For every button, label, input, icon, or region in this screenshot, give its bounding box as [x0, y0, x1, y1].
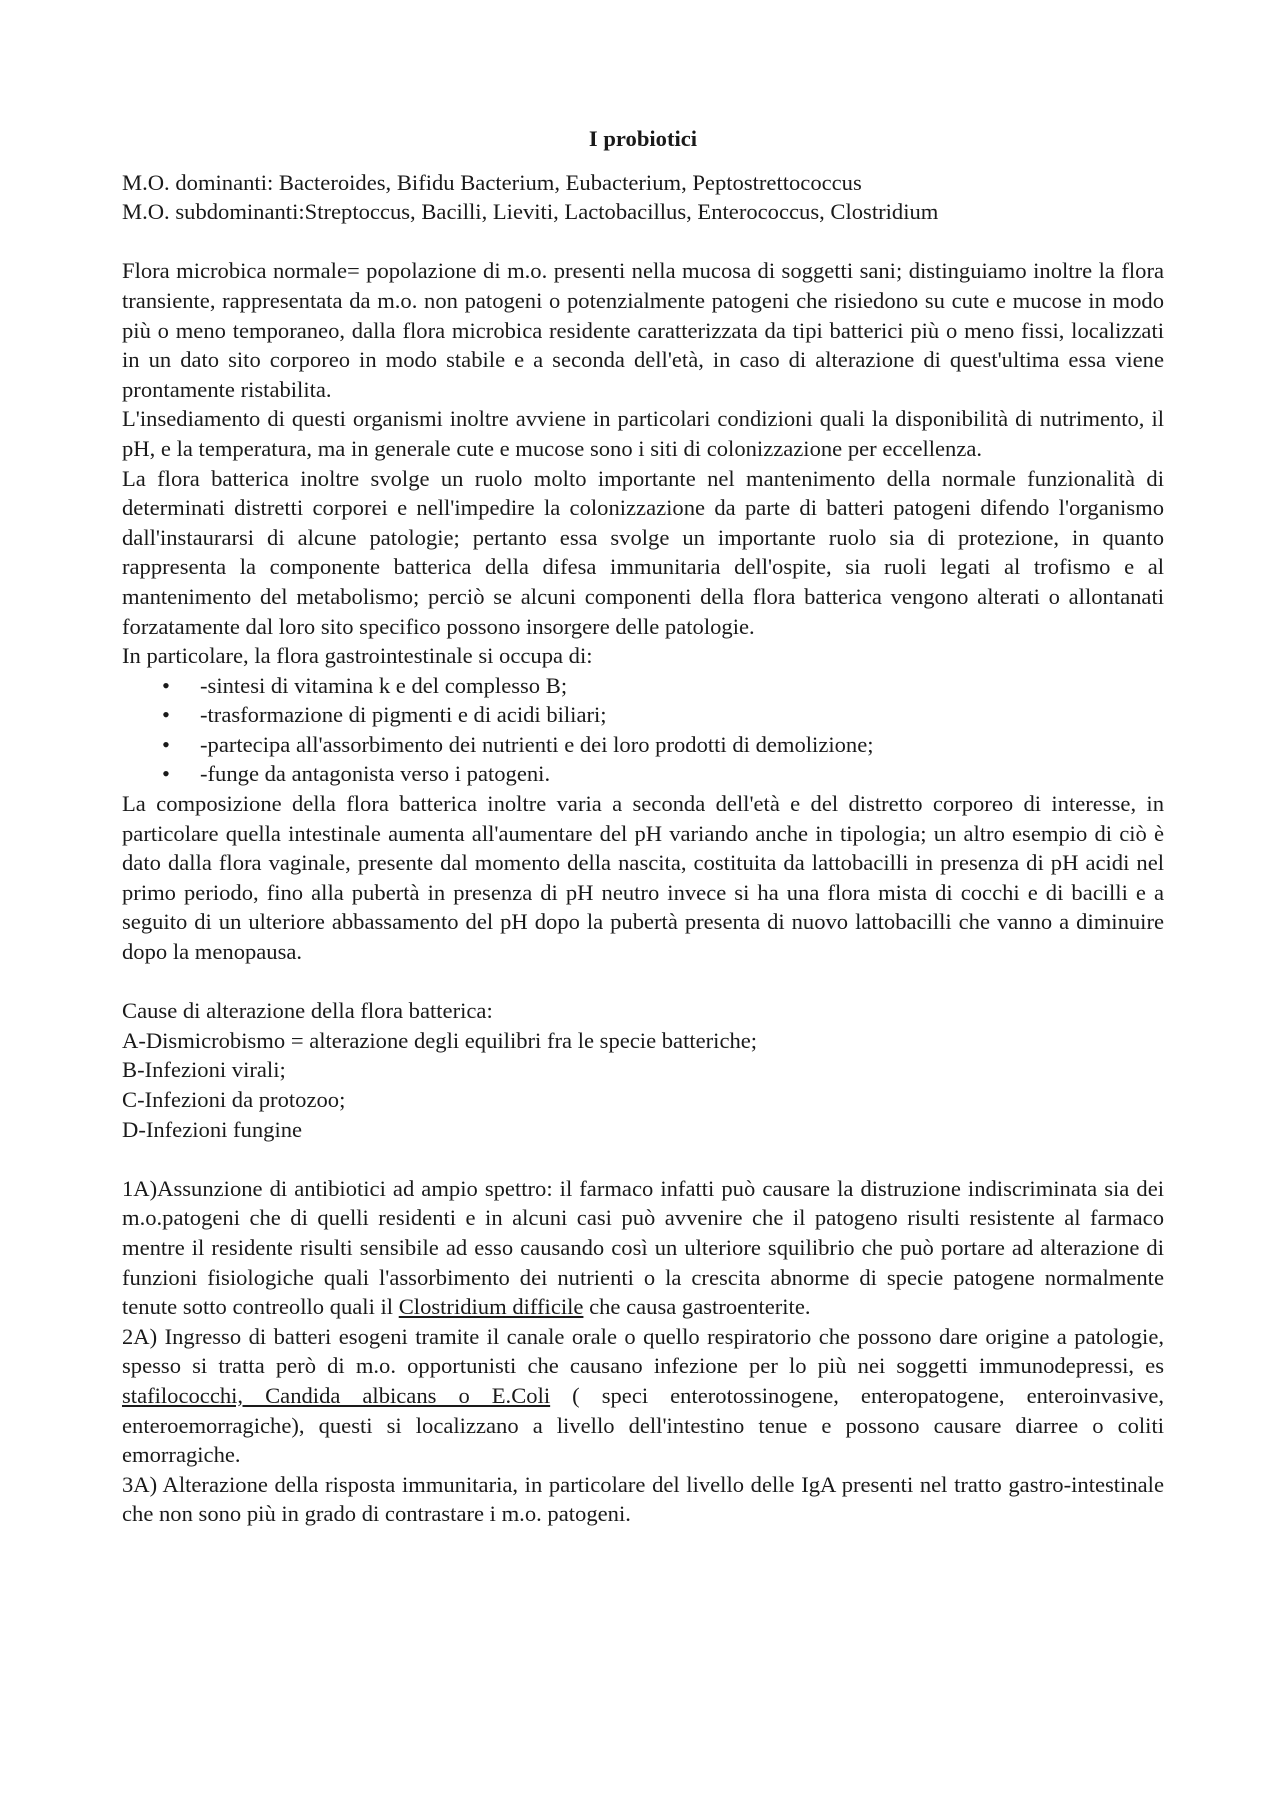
- cause-item: B-Infezioni virali;: [122, 1057, 286, 1083]
- list-item: [122, 730, 1164, 760]
- list-item-text: -funge da antagonista verso i patogeni.: [200, 761, 551, 787]
- document-title: I probiotici: [588, 126, 698, 151]
- paragraph-2a-tail: ( speci enterotossinogene, enteropatogene, enteroinvasive, enteroemorragiche), questi si localizzano a livello dell'intestino tenue e possono causare diarree o coliti emorragiche.: [122, 1382, 1164, 1468]
- cause-item: A-Dismicrobismo = alterazione degli equilibri fra le specie batteriche;: [122, 1027, 758, 1053]
- bullet-icon: •: [162, 761, 170, 787]
- paragraph-1a-tail: che causa gastroenterite.: [583, 1294, 811, 1320]
- list-item: [122, 759, 1164, 789]
- list-item-text: -trasformazione di pigmenti e di acidi biliari;: [200, 702, 607, 728]
- spacer: [122, 227, 1164, 257]
- list-item: [122, 671, 1164, 701]
- paragraph-1a-text: 1A)Assunzione di antibiotici ad ampio spettro: il farmaco infatti può causare la distruzione indiscriminata sia dei m.o.patogeni che di quelli residenti e in alcuni casi può avvenire che il patogeno risulti resistente al farmaco mentre il residente risulti sensibile ad esso causando così un ulteriore squilibrio che può portare ad alterazione di funzioni fisiologiche quali l'assorbimento dei nutrienti o la crescita abnorme di specie patogene normalmente tenute sotto contreollo quali il: [122, 1175, 1164, 1320]
- list-item: [122, 700, 1164, 730]
- paragraph-2a-text: 2A) Ingresso di batteri esogeni tramite il canale orale o quello respiratorio che possono dare origine a patologie, spesso si tratta però di m.o. opportunisti che causano infezione per lo più nei soggetti immunodepressi, es: [122, 1323, 1164, 1379]
- bullet-icon: •: [162, 731, 170, 757]
- paragraph-flora-normale: Flora microbica normale= popolazione di m.o. presenti nella mucosa di soggetti sani; distinguiamo inoltre la flora transiente, rappresentata da m.o. non patogeni o potenzialmente patogeni che risiedono su cute e mucose in modo più o meno temporaneo, dalla flora microbica residente caratterizzata da tipi batterici più o meno fissi, localizzati in un dato sito corporeo in modo stabile e a seconda dell'età, in caso di alterazione di quest'ultima essa viene prontamente ristabilita.: [122, 258, 1164, 402]
- mo-dominanti-line: M.O. dominanti: Bacteroides, Bifidu Bacterium, Eubacterium, Peptostrettococcus: [122, 169, 862, 195]
- gastro-functions-list: [122, 671, 1164, 789]
- document-page: [122, 124, 1164, 1529]
- bullet-icon: •: [162, 672, 170, 698]
- list-item-text: -sintesi di vitamina k e del complesso B;: [200, 672, 568, 698]
- bullet-icon: •: [162, 702, 170, 728]
- cause-title: Cause di alterazione della flora batterica:: [122, 998, 493, 1024]
- gastro-intro: In particolare, la flora gastrointestinale si occupa di:: [122, 643, 593, 669]
- paragraph-insediamento: L'insediamento di questi organismi inoltre avviene in particolari condizioni quali la disponibilità di nutrimento, il pH, e la temperatura, ma in generale cute e mucose sono i siti di colonizzazione per eccellenza.: [122, 406, 1164, 461]
- spacer: [122, 1144, 1164, 1174]
- paragraph-1a: [122, 1174, 1164, 1322]
- cause-item: C-Infezioni da protozoo;: [122, 1087, 346, 1112]
- paragraph-composizione: La composizione della flora batterica inoltre varia a seconda dell'età e del distretto corporeo di interesse, in particolare quella intestinale aumenta all'aumentare del pH variando anche in tipologia; un altro esempio di ciò è dato dalla flora vaginale, presente dal momento della nascita, costituita da lattobacilli in presenza di pH acidi nel primo periodo, fino alla pubertà in presenza di pH neutro invece si ha una flora mista di cocchi e di bacilli e a seguito di un ulteriore abbassamento del pH dopo la pubertà presenta di nuovo lattobacilli che vanno a diminuire dopo la menopausa.: [122, 791, 1164, 965]
- paragraph-ruolo: La flora batterica inoltre svolge un ruolo molto importante nel mantenimento della normale funzionalità di determinati distretti corporei e nell'impedire la colonizzazione da parte di batteri patogeni difendo l'organismo dall'instaurarsi di alcune patologie; pertanto essa svolge un importante ruolo sia di protezione, in quanto rappresenta la componente batterica della difesa immunitaria dell'ospite, sia ruoli legati al trofismo e al mantenimento del metabolismo; perciò se alcuni componenti della flora batterica vengono alterati o allontanati forzatamente dal loro sito specifico possono insorgere delle patologie.: [122, 465, 1164, 639]
- pathogens-underlined: stafilococchi, Candida albicans o E.Coli: [122, 1382, 551, 1408]
- paragraph-2a: [122, 1322, 1164, 1470]
- clostridium-underlined: Clostridium difficile: [398, 1294, 584, 1320]
- spacer: [122, 967, 1164, 997]
- mo-subdominanti-line: M.O. subdominanti:Streptoccus, Bacilli, Lieviti, Lactobacillus, Enterococcus, Clostridium: [122, 199, 939, 225]
- cause-item: D-Infezioni fungine: [122, 1116, 303, 1142]
- list-item-text: -partecipa all'assorbimento dei nutrienti e dei loro prodotti di demolizione;: [200, 731, 874, 757]
- paragraph-3a: 3A) Alterazione della risposta immunitaria, in particolare del livello delle IgA presenti nel tratto gastro-intestinale che non sono più in grado di contrastare i m.o. patogeni.: [122, 1471, 1164, 1527]
